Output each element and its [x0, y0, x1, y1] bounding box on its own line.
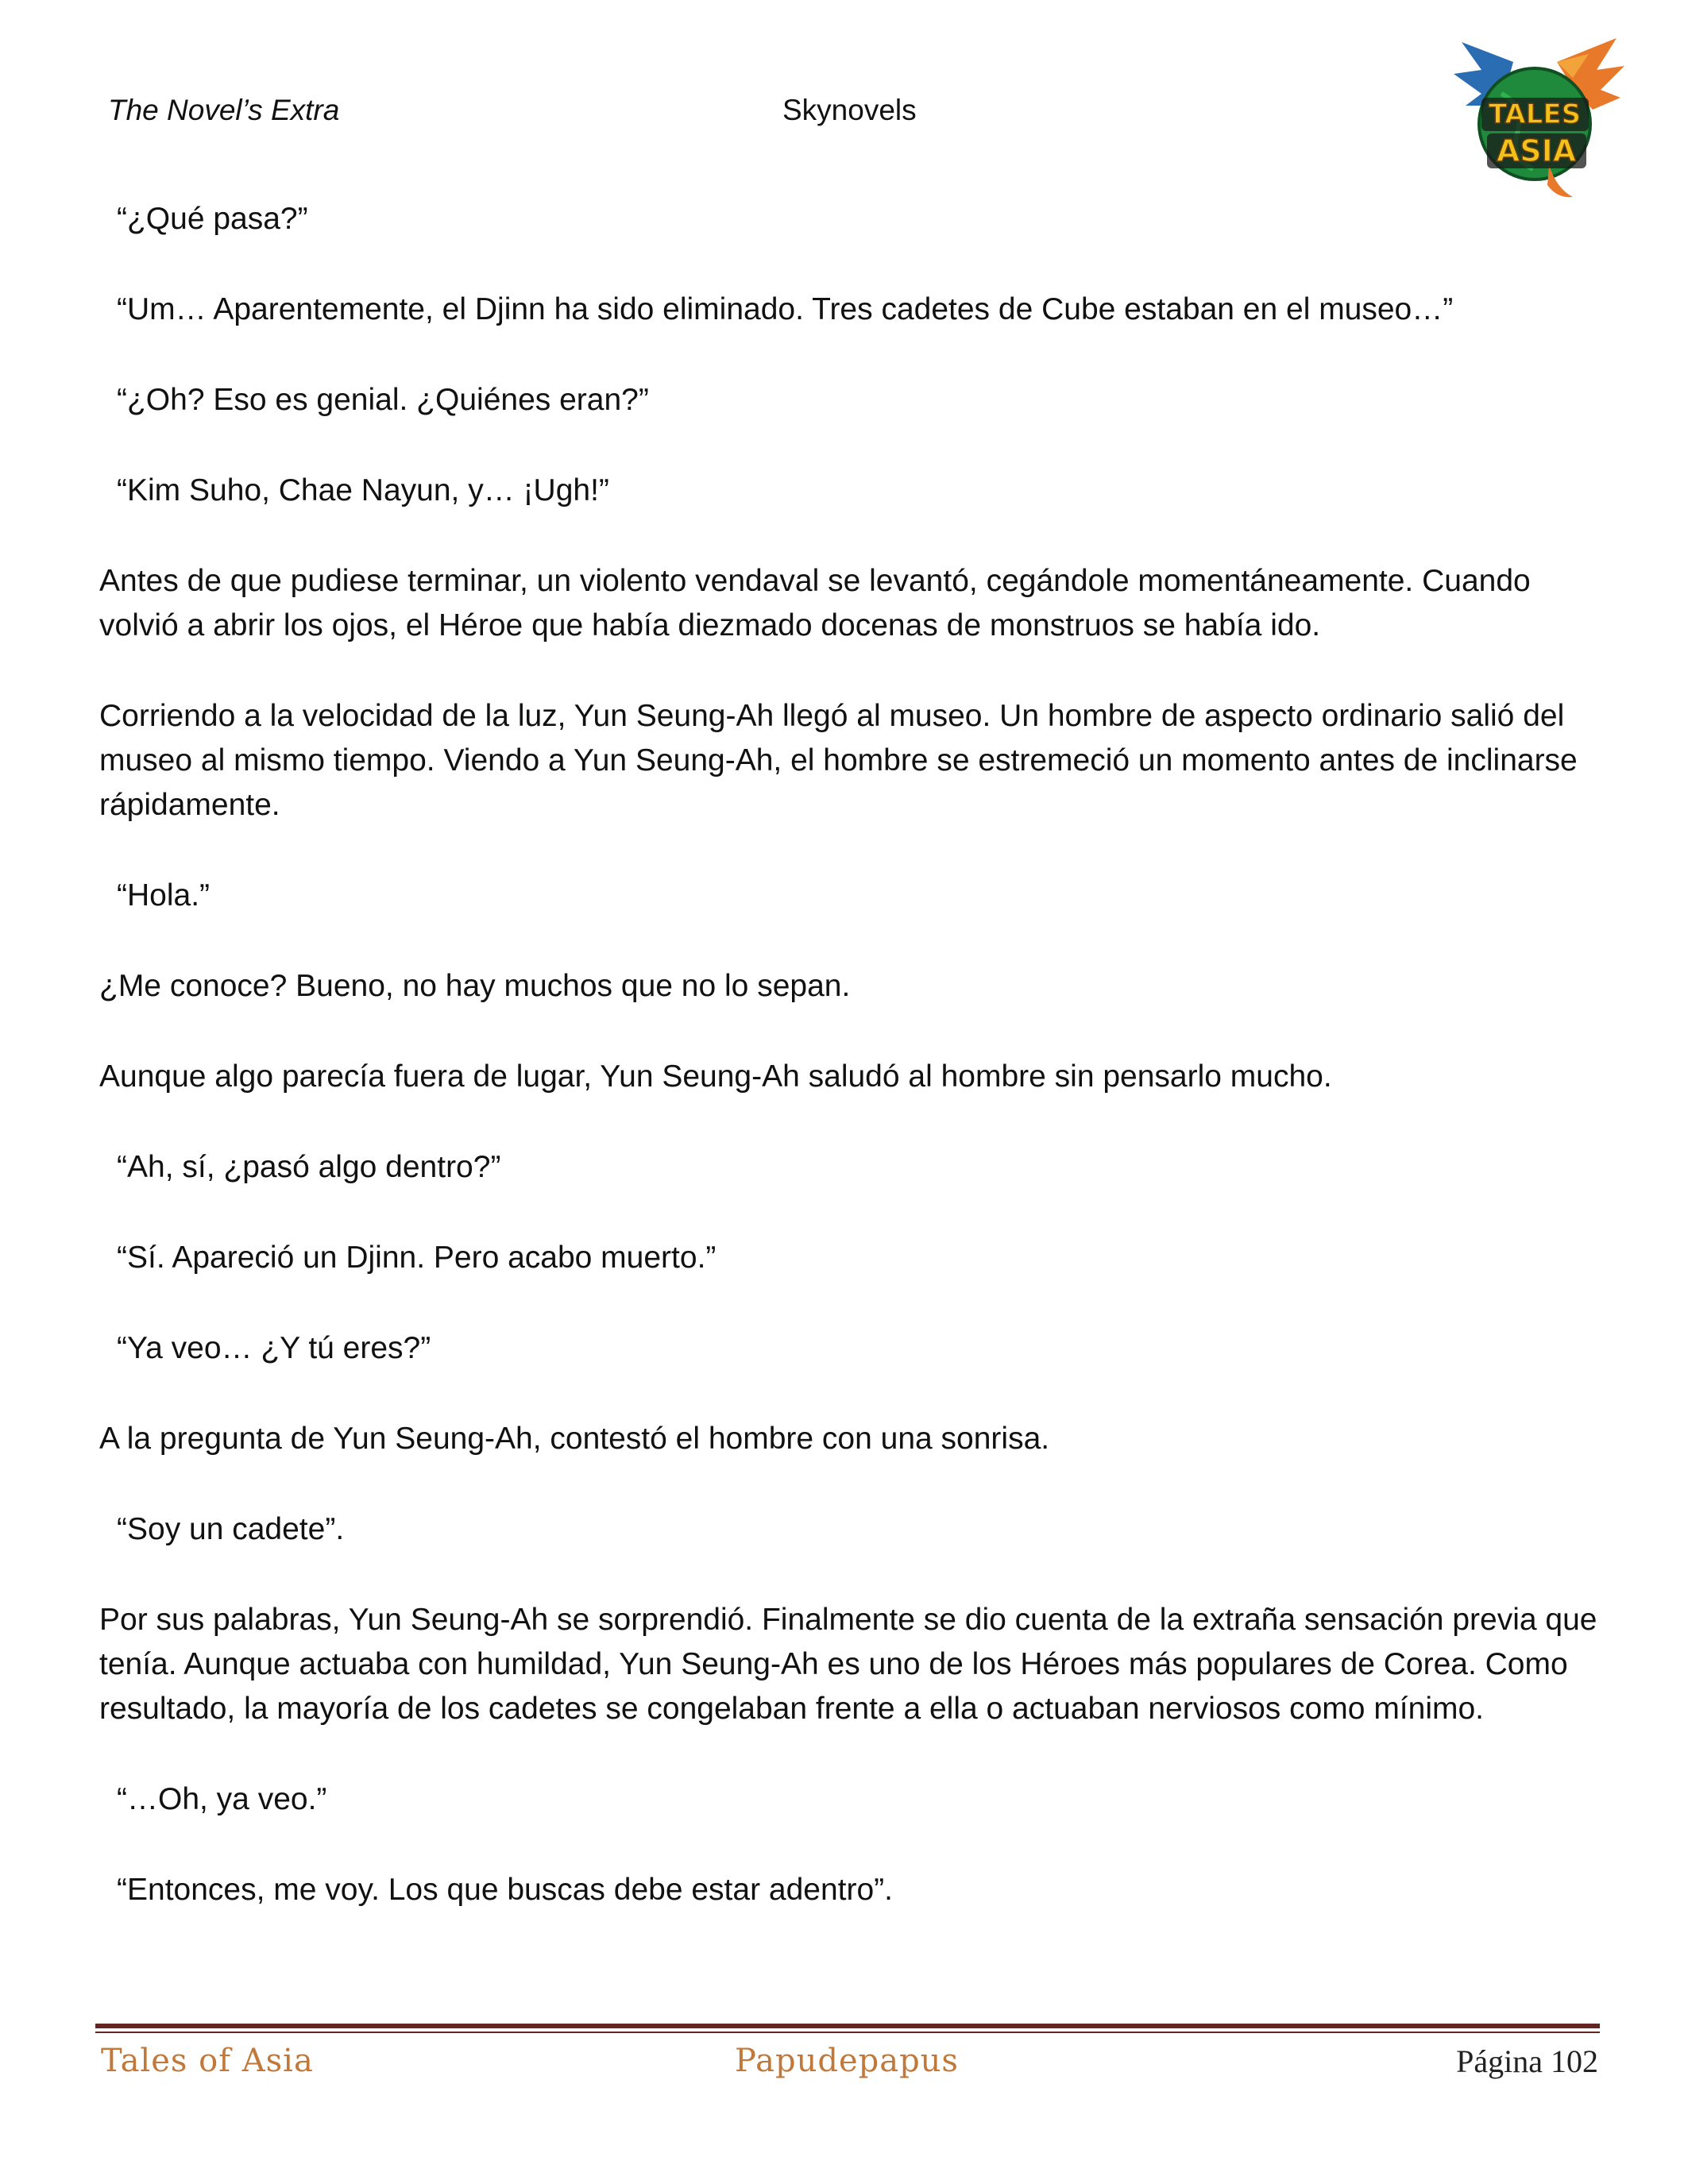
paragraph-dialog: “¿Qué pasa?”	[117, 202, 308, 236]
logo-text-tales: TALES	[1488, 98, 1582, 130]
paragraph-dialog: “Sí. Apareció un Djinn. Pero acabo muerto.”	[117, 1241, 717, 1275]
paragraph-dialog: “…Oh, ya veo.”	[117, 1782, 327, 1816]
chapter-body	[99, 197, 1609, 1958]
paragraph-dialog: “Ya veo… ¿Y tú eres?”	[117, 1331, 431, 1365]
paragraph-dialog: “Kim Suho, Chae Nayun, y… ¡Ugh!”	[117, 473, 609, 507]
paragraph-narration: Corriendo a la velocidad de la luz, Yun Seung-Ah llegó al museo. Un hombre de aspecto ordinario salió del museo al mismo tiempo. Viendo a Yun Seung-Ah, el hombre se estremeció un momento antes de inclinarse rápidamente.	[99, 699, 1578, 822]
paragraph-dialog: “Hola.”	[117, 878, 211, 913]
paragraph-narration: Por sus palabras, Yun Seung-Ah se sorprendió. Finalmente se dio cuenta de la extraña sensación previa que tenía. Aunque actuaba con humildad, Yun Seung-Ah es uno de los Héroes más populares de Corea. Como resultado, la mayoría de los cadetes se congelaban frente a ella o actuaban nerviosos como mínimo.	[99, 1603, 1597, 1726]
tales-of-asia-logo	[1438, 30, 1628, 205]
paragraph-dialog: “Ah, sí, ¿pasó algo dentro?”	[117, 1150, 501, 1184]
footer-site-name: Tales of Asia	[101, 2043, 314, 2079]
paragraph-dialog: “Soy un cadete”.	[117, 1512, 345, 1546]
page-number: Página 102	[1456, 2043, 1598, 2079]
paragraph-narration: Antes de que pudiese terminar, un violento vendaval se levantó, cegándole momentáneamente. Cuando volvió a abrir los ojos, el Héroe que había diezmado docenas de monstruos se había ido.	[99, 564, 1531, 642]
paragraph-dialog: “¿Oh? Eso es genial. ¿Quiénes eran?”	[117, 383, 649, 417]
logo-text-asia: ASIA	[1496, 133, 1577, 168]
header-book-title: The Novel’s Extra	[108, 94, 340, 126]
paragraph-narration: ¿Me conoce? Bueno, no hay muchos que no lo sepan.	[99, 969, 851, 1003]
paragraph-dialog: “Entonces, me voy. Los que buscas debe estar adentro”.	[117, 1873, 893, 1907]
paragraph-dialog: “Um… Aparentemente, el Djinn ha sido eliminado. Tres cadetes de Cube estaban en el museo…”	[117, 292, 1454, 326]
footer-divider-thin	[95, 2032, 1600, 2033]
header-site-name: Skynovels	[782, 94, 917, 126]
footer-divider-thick	[95, 2024, 1600, 2028]
paragraph-narration: A la pregunta de Yun Seung-Ah, contestó el hombre con una sonrisa.	[99, 1422, 1050, 1456]
footer-translator-name: Papudepapus	[735, 2043, 959, 2079]
paragraph-narration: Aunque algo parecía fuera de lugar, Yun Seung-Ah saludó al hombre sin pensarlo mucho.	[99, 1059, 1332, 1094]
